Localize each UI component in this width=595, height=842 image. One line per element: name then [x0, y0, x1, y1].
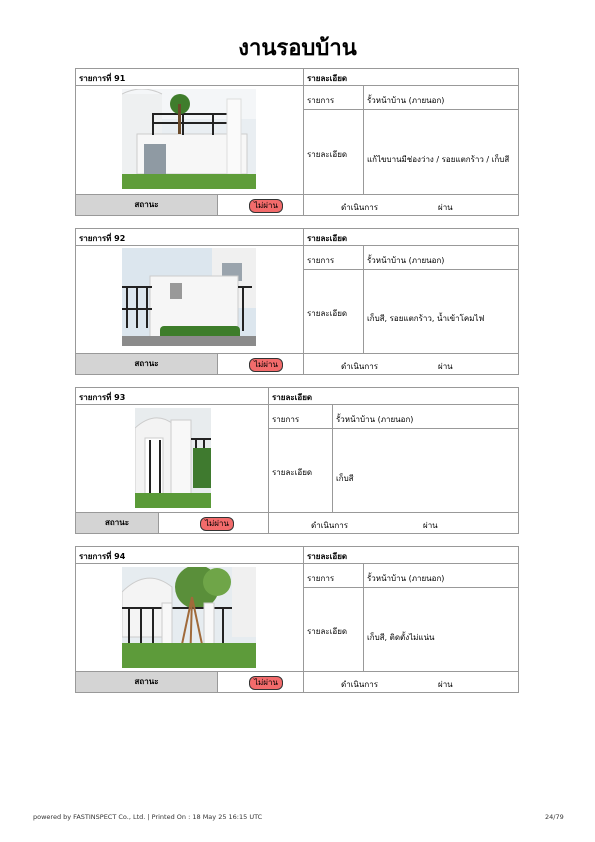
type-label: รายการ	[272, 415, 300, 424]
detail-label: รายละเอียด	[307, 627, 348, 636]
detail-header: รายละเอียด	[307, 552, 348, 561]
status-pass[interactable]: ผ่าน	[438, 203, 453, 212]
page-title: งานรอบบ้าน	[238, 36, 357, 61]
type-label: รายการ	[307, 574, 335, 583]
status-label: สถานะ	[76, 195, 217, 215]
status-row	[76, 512, 518, 533]
detail-value: แก้ไขบานมีช่องว่าง / รอยแตกร้าว / เก็บสี	[367, 155, 510, 164]
status-pass[interactable]: ผ่าน	[423, 521, 438, 530]
footer-credit: powered by FASTINSPECT Co., Ltd. | Printed On : 18 May 25 16:15 UTC	[33, 813, 263, 821]
inspection-card-93	[75, 387, 519, 534]
item-number-label: รายการที่ 93	[79, 393, 126, 402]
type-label: รายการ	[307, 256, 335, 265]
detail-value: เก็บสี, รอยแตกร้าว, น้ำเข้าโคมไฟ	[367, 314, 485, 323]
type-value: รั้วหน้าบ้าน (ภายนอก)	[367, 96, 445, 105]
page-number: 24/79	[545, 813, 564, 821]
card-header	[76, 229, 518, 246]
card-header	[76, 547, 518, 564]
detail-value: เก็บสี	[336, 474, 354, 483]
item-number-label: รายการที่ 94	[79, 552, 126, 561]
detail-label: รายละเอียด	[307, 309, 348, 318]
inspection-photo[interactable]	[122, 567, 256, 668]
detail-header: รายละเอียด	[307, 234, 348, 243]
status-label: สถานะ	[76, 354, 217, 374]
status-fail-badge[interactable]: ไม่ผ่าน	[249, 358, 283, 372]
status-pass[interactable]: ผ่าน	[438, 680, 453, 689]
type-value: รั้วหน้าบ้าน (ภายนอก)	[336, 415, 414, 424]
type-label: รายการ	[307, 96, 335, 105]
status-label: สถานะ	[76, 672, 217, 692]
detail-header: รายละเอียด	[272, 393, 313, 402]
detail-label: รายละเอียด	[272, 468, 313, 477]
status-row	[76, 671, 518, 692]
status-label: สถานะ	[76, 513, 158, 533]
inspection-card-92	[75, 228, 519, 375]
inspection-photo[interactable]	[122, 248, 256, 346]
type-value: รั้วหน้าบ้าน (ภายนอก)	[367, 256, 445, 265]
card-header	[76, 69, 518, 86]
status-fail-badge[interactable]: ไม่ผ่าน	[249, 676, 283, 690]
status-row	[76, 194, 518, 215]
status-in-progress[interactable]: ดำเนินการ	[341, 680, 378, 689]
inspection-photo[interactable]	[122, 89, 256, 189]
status-in-progress[interactable]: ดำเนินการ	[311, 521, 348, 530]
detail-header: รายละเอียด	[307, 74, 348, 83]
type-value: รั้วหน้าบ้าน (ภายนอก)	[367, 574, 445, 583]
item-number-label: รายการที่ 92	[79, 234, 126, 243]
item-number-label: รายการที่ 91	[79, 74, 126, 83]
status-pass[interactable]: ผ่าน	[438, 362, 453, 371]
inspection-photo[interactable]	[135, 408, 211, 508]
detail-label: รายละเอียด	[307, 150, 348, 159]
status-in-progress[interactable]: ดำเนินการ	[341, 362, 378, 371]
status-fail-badge[interactable]: ไม่ผ่าน	[249, 199, 283, 213]
status-fail-badge[interactable]: ไม่ผ่าน	[200, 517, 234, 531]
status-in-progress[interactable]: ดำเนินการ	[341, 203, 378, 212]
status-row	[76, 353, 518, 374]
inspection-card-91	[75, 68, 519, 216]
detail-value: เก็บสี, ติดตั้งไม่แน่น	[367, 633, 435, 642]
inspection-card-94	[75, 546, 519, 693]
